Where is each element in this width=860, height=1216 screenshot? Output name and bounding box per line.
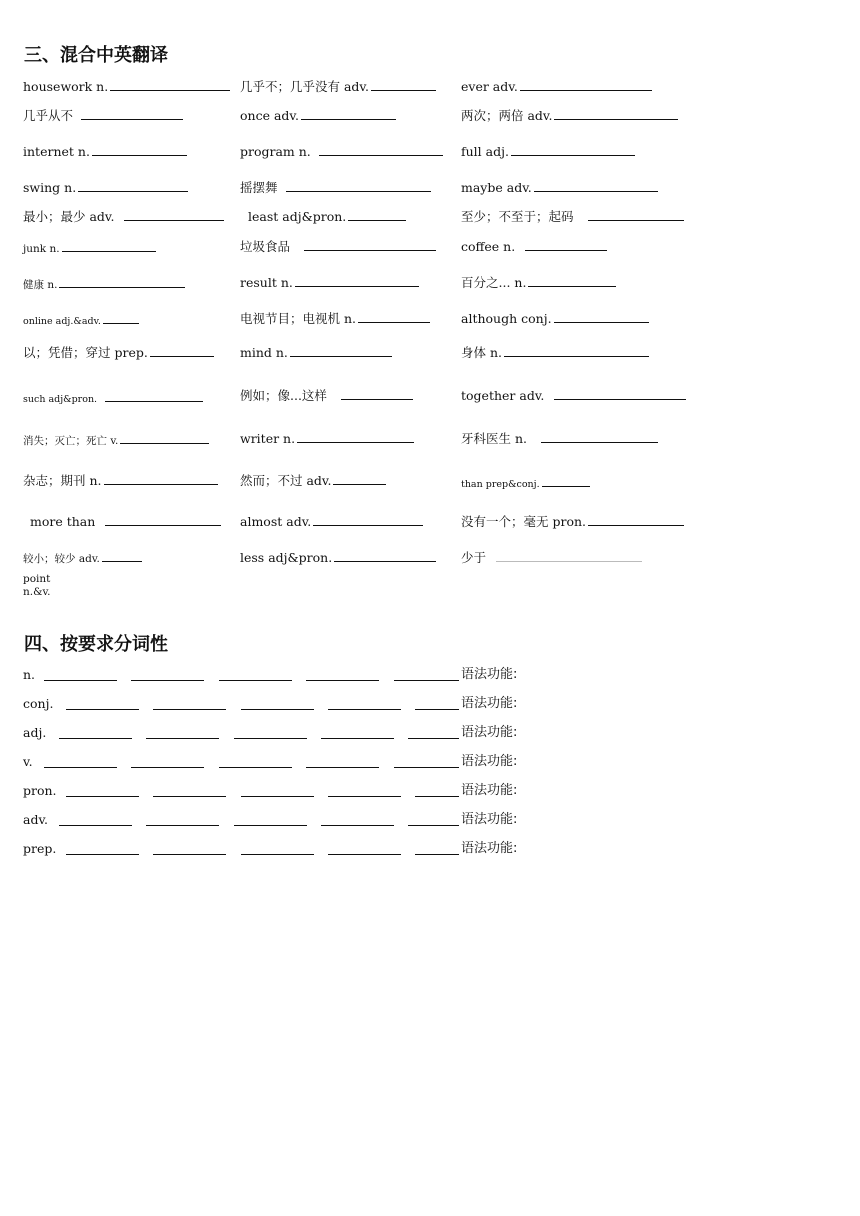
answer-blank[interactable] bbox=[153, 854, 226, 855]
vocab-item bbox=[461, 208, 684, 225]
answer-blank[interactable] bbox=[313, 513, 423, 526]
vocab-prompt: 几乎从不 bbox=[23, 108, 74, 123]
answer-blank[interactable] bbox=[66, 709, 139, 710]
vocab-prompt: more than bbox=[30, 514, 96, 529]
vocab-prompt: 身体 n. bbox=[461, 345, 502, 360]
vocab-prompt: 摇摆舞 bbox=[240, 180, 278, 195]
vocab-item bbox=[461, 344, 649, 361]
vocab-prompt: 两次；两倍 adv. bbox=[461, 108, 553, 123]
vocab-prompt: such adj&pron. bbox=[23, 394, 98, 405]
vocab-item bbox=[240, 179, 431, 196]
pos-row-preposition bbox=[23, 840, 583, 858]
grammar-function-label: 语法功能: bbox=[461, 696, 518, 711]
vocab-prompt: program n. bbox=[240, 144, 311, 159]
vocab-item bbox=[461, 387, 686, 404]
vocab-item bbox=[23, 472, 218, 489]
answer-blank[interactable] bbox=[542, 474, 590, 487]
answer-blank[interactable] bbox=[333, 472, 386, 485]
pos-label: v. bbox=[23, 754, 33, 769]
answer-blank[interactable] bbox=[92, 143, 187, 156]
pos-row-pronoun bbox=[23, 782, 583, 800]
answer-blank[interactable] bbox=[290, 344, 392, 357]
answer-blank[interactable] bbox=[110, 78, 230, 91]
answer-blank[interactable] bbox=[306, 767, 379, 768]
answer-blank[interactable] bbox=[415, 709, 459, 710]
vocab-item bbox=[23, 344, 214, 361]
answer-blank[interactable] bbox=[511, 143, 635, 156]
answer-blank[interactable] bbox=[66, 796, 139, 797]
vocab-prompt: 电视节目；电视机 n. bbox=[240, 311, 356, 326]
vocab-item bbox=[461, 474, 590, 493]
answer-blank[interactable] bbox=[234, 738, 307, 739]
answer-blank[interactable] bbox=[295, 274, 419, 287]
vocab-item bbox=[461, 179, 658, 196]
vocab-item bbox=[23, 389, 203, 408]
answer-blank[interactable] bbox=[219, 680, 292, 681]
vocab-item bbox=[240, 472, 386, 489]
vocab-item bbox=[23, 431, 209, 449]
answer-blank[interactable] bbox=[81, 107, 183, 120]
vocab-item bbox=[461, 274, 616, 291]
section-3-title: 三、混合中英翻译 bbox=[24, 45, 168, 66]
cutoff-vocab-item: point n.&v. bbox=[23, 573, 51, 598]
answer-blank[interactable] bbox=[62, 239, 156, 252]
vocab-prompt: maybe adv. bbox=[461, 180, 532, 195]
vocab-item bbox=[240, 387, 413, 404]
grammar-function-label: 语法功能: bbox=[461, 725, 518, 740]
answer-blank[interactable] bbox=[105, 389, 203, 402]
vocab-item bbox=[240, 549, 436, 566]
answer-blank[interactable] bbox=[525, 238, 607, 251]
answer-blank[interactable] bbox=[104, 472, 218, 485]
pos-row-adjective bbox=[23, 724, 583, 742]
answer-blank[interactable] bbox=[124, 208, 224, 221]
grammar-function-label: 语法功能: bbox=[461, 754, 518, 769]
vocab-item bbox=[30, 513, 221, 530]
grammar-function-label: 语法功能: bbox=[461, 667, 518, 682]
vocab-prompt: together adv. bbox=[461, 388, 545, 403]
answer-blank[interactable] bbox=[541, 430, 658, 443]
answer-blank[interactable] bbox=[534, 179, 658, 192]
vocab-prompt: writer n. bbox=[240, 431, 296, 446]
answer-blank[interactable] bbox=[341, 387, 413, 400]
vocab-prompt: full adj. bbox=[461, 144, 509, 159]
vocab-prompt: 牙科医生 n. bbox=[461, 431, 527, 446]
answer-blank[interactable] bbox=[554, 387, 686, 400]
vocab-prompt: 少于 bbox=[461, 550, 487, 565]
vocab-item bbox=[461, 513, 684, 530]
vocab-item bbox=[461, 78, 652, 95]
pos-row-adverb bbox=[23, 811, 583, 829]
vocab-item bbox=[240, 78, 436, 95]
answer-blank[interactable] bbox=[153, 709, 226, 710]
vocab-prompt: 几乎不；几乎没有 adv. bbox=[240, 79, 369, 94]
pos-row-noun bbox=[23, 666, 583, 684]
vocab-prompt: than prep&conj. bbox=[461, 479, 540, 490]
vocab-item bbox=[461, 107, 678, 124]
vocab-item bbox=[23, 143, 187, 160]
section-4-title: 四、按要求分词性 bbox=[24, 634, 168, 655]
pos-row-verb bbox=[23, 753, 583, 771]
answer-blank[interactable] bbox=[334, 549, 436, 562]
vocab-item bbox=[240, 430, 414, 447]
vocab-prompt: although conj. bbox=[461, 311, 552, 326]
vocab-item bbox=[240, 238, 436, 255]
vocab-item bbox=[240, 344, 392, 361]
vocab-prompt: 没有一个；毫无 pron. bbox=[461, 514, 587, 529]
answer-blank[interactable] bbox=[234, 825, 307, 826]
vocab-prompt: swing n. bbox=[23, 180, 77, 195]
vocab-item bbox=[23, 311, 139, 330]
vocab-prompt: internet n. bbox=[23, 144, 90, 159]
answer-blank[interactable] bbox=[328, 709, 401, 710]
vocab-prompt: 百分之... n. bbox=[461, 275, 527, 290]
answer-blank[interactable] bbox=[306, 680, 379, 681]
answer-blank[interactable] bbox=[103, 311, 139, 324]
answer-blank[interactable] bbox=[120, 431, 209, 444]
vocab-item bbox=[240, 143, 443, 160]
answer-blank[interactable] bbox=[408, 825, 459, 826]
vocab-prompt: coffee n. bbox=[461, 239, 516, 254]
answer-blank[interactable] bbox=[102, 549, 142, 562]
pos-label: adv. bbox=[23, 812, 49, 827]
answer-blank[interactable] bbox=[328, 796, 401, 797]
pos-label: n. bbox=[23, 667, 36, 682]
vocab-prompt: less adj&pron. bbox=[240, 550, 333, 565]
grammar-function-label: 语法功能: bbox=[461, 783, 518, 798]
answer-blank[interactable] bbox=[415, 854, 459, 855]
vocab-item bbox=[461, 310, 649, 327]
vocab-prompt: 杂志；期刊 n. bbox=[23, 473, 102, 488]
vocab-prompt: 至少；不至于；起码 bbox=[461, 209, 574, 224]
vocab-item bbox=[461, 430, 658, 447]
answer-blank[interactable] bbox=[321, 738, 394, 739]
answer-blank[interactable] bbox=[150, 344, 214, 357]
vocab-item bbox=[240, 274, 419, 291]
vocab-prompt: result n. bbox=[240, 275, 293, 290]
vocab-prompt: almost adv. bbox=[240, 514, 312, 529]
answer-blank[interactable] bbox=[44, 767, 117, 768]
answer-blank[interactable] bbox=[153, 796, 226, 797]
pos-label: prep. bbox=[23, 841, 57, 856]
answer-blank[interactable] bbox=[588, 208, 684, 221]
vocab-prompt: online adj.&adv. bbox=[23, 316, 101, 327]
answer-blank[interactable] bbox=[348, 208, 406, 221]
answer-blank[interactable] bbox=[301, 107, 396, 120]
answer-blank[interactable] bbox=[520, 78, 652, 91]
answer-blank[interactable] bbox=[59, 738, 132, 739]
pos-label: conj. bbox=[23, 696, 54, 711]
grammar-function-label: 语法功能: bbox=[461, 812, 518, 827]
answer-blank[interactable] bbox=[66, 854, 139, 855]
answer-blank[interactable] bbox=[241, 796, 314, 797]
vocab-prompt: 消失；灭亡；死亡 v. bbox=[23, 435, 119, 447]
answer-blank[interactable] bbox=[394, 767, 459, 768]
vocab-prompt: junk n. bbox=[23, 243, 60, 255]
vocab-item bbox=[240, 513, 423, 530]
answer-blank[interactable] bbox=[321, 825, 394, 826]
pos-row-conjunction bbox=[23, 695, 583, 713]
answer-blank[interactable] bbox=[304, 238, 436, 251]
answer-blank[interactable] bbox=[146, 738, 219, 739]
vocab-item bbox=[240, 310, 430, 327]
vocab-item bbox=[23, 549, 142, 567]
answer-blank[interactable] bbox=[496, 549, 642, 562]
answer-blank[interactable] bbox=[588, 513, 684, 526]
vocab-item bbox=[23, 239, 156, 257]
answer-blank[interactable] bbox=[528, 274, 616, 287]
vocab-item bbox=[23, 107, 183, 124]
vocab-prompt: once adv. bbox=[240, 108, 299, 123]
answer-blank[interactable] bbox=[44, 680, 117, 681]
vocab-prompt: least adj&pron. bbox=[248, 209, 347, 224]
answer-blank[interactable] bbox=[131, 680, 204, 681]
answer-blank[interactable] bbox=[554, 107, 678, 120]
answer-blank[interactable] bbox=[371, 78, 436, 91]
answer-blank[interactable] bbox=[78, 179, 188, 192]
answer-blank[interactable] bbox=[394, 680, 459, 681]
vocab-prompt: 最小；最少 adv. bbox=[23, 209, 115, 224]
answer-blank[interactable] bbox=[328, 854, 401, 855]
vocab-item bbox=[240, 107, 396, 124]
answer-blank[interactable] bbox=[554, 310, 649, 323]
vocab-prompt: 然而；不过 adv. bbox=[240, 473, 332, 488]
answer-blank[interactable] bbox=[59, 275, 185, 288]
vocab-prompt: mind n. bbox=[240, 345, 288, 360]
vocab-item bbox=[23, 208, 224, 225]
answer-blank[interactable] bbox=[319, 143, 443, 156]
vocab-prompt: 健康 n. bbox=[23, 279, 58, 291]
vocab-prompt: 例如；像...这样 bbox=[240, 388, 327, 403]
answer-blank[interactable] bbox=[297, 430, 414, 443]
vocab-prompt: 较小；较少 adv. bbox=[23, 553, 100, 565]
vocab-item bbox=[23, 78, 230, 95]
vocab-item bbox=[23, 275, 185, 293]
answer-blank[interactable] bbox=[105, 513, 221, 526]
vocab-item bbox=[23, 179, 188, 196]
vocab-prompt: 垃圾食品 bbox=[240, 239, 291, 254]
answer-blank[interactable] bbox=[219, 767, 292, 768]
pos-label: pron. bbox=[23, 783, 57, 798]
answer-blank[interactable] bbox=[358, 310, 430, 323]
vocab-prompt: 以；凭借；穿过 prep. bbox=[23, 345, 148, 360]
vocab-item bbox=[248, 208, 406, 225]
vocab-prompt: housework n. bbox=[23, 79, 109, 94]
answer-blank[interactable] bbox=[146, 825, 219, 826]
answer-blank[interactable] bbox=[241, 854, 314, 855]
answer-blank[interactable] bbox=[241, 709, 314, 710]
vocab-prompt: ever adv. bbox=[461, 79, 518, 94]
grammar-function-label: 语法功能: bbox=[461, 841, 518, 856]
answer-blank[interactable] bbox=[415, 796, 459, 797]
answer-blank[interactable] bbox=[131, 767, 204, 768]
answer-blank[interactable] bbox=[286, 179, 431, 192]
vocab-item bbox=[461, 549, 642, 566]
pos-label: adj. bbox=[23, 725, 47, 740]
answer-blank[interactable] bbox=[504, 344, 649, 357]
vocab-item bbox=[461, 143, 635, 160]
answer-blank[interactable] bbox=[408, 738, 459, 739]
answer-blank[interactable] bbox=[59, 825, 132, 826]
vocab-item bbox=[461, 238, 607, 255]
